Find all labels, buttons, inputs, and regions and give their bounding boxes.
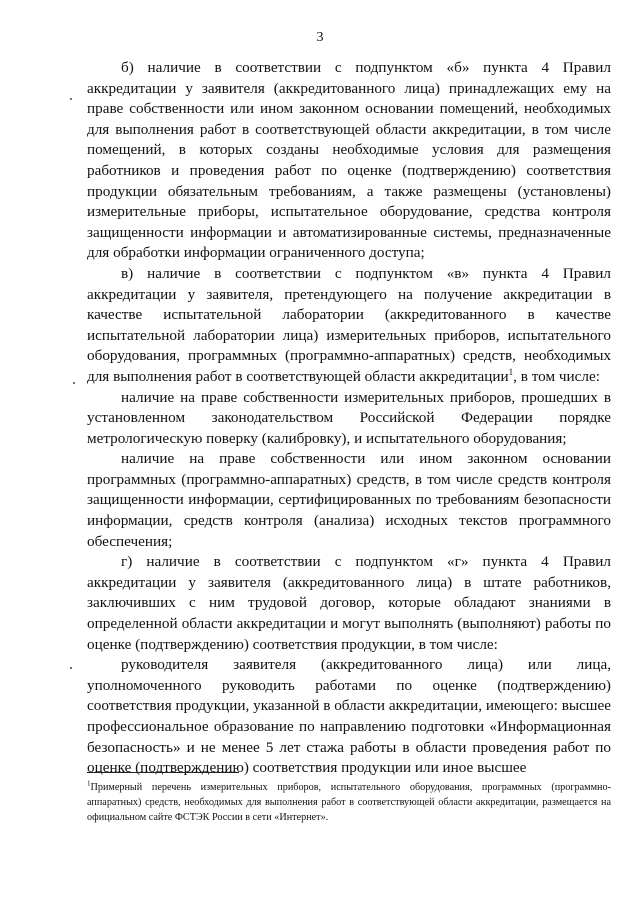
paragraph-software-tools: наличие на праве собственности или ином законном основании программных (программно-аппаратных) средств, в том числе средств контроля защищенности информации, сертифицированных по требованиям безопасности информации, средств контроля (анализа) исходных текстов программного обеспечения; (87, 450, 611, 550)
paragraph-measuring-instruments: наличие на праве собственности измерительных приборов, прошедших в установленном законодательством Российской Федерации порядке метрологическую поверку (калибровку), и испытательного оборудования; (87, 388, 611, 447)
footnote-text: Примерный перечень измерительных приборов, испытательного оборудования, программных (программно-аппаратных) средств, необходимых для выполнения работ в соответствующей области аккредитации, размещается на официальном сайте ФСТЭК России в сети «Интернет». (87, 782, 611, 823)
document-body (87, 58, 611, 779)
paragraph-v-text: в) наличие в соответствии с подпунктом «в» пункта 4 Правил аккредитации у заявителя, претендующего на получение аккредитации в качестве испытательной лаборатории (аккредитованного в качестве испытательной лаборатории лица) измерительных приборов, испытательного оборудования, программных (программно-аппаратных) средств, необходимых для выполнения работ в соответствующей области аккредитации (87, 264, 611, 385)
paragraph-head-of-applicant: руководителя заявителя (аккредитованного лица) или лица, уполномоченного руководить работами по оценке (подтверждению) соответствия продукции, указанной в области аккредитации, имеющего: высшее профессиональное образование по направлению подготовки «Информационная безопасность» и не менее 5 лет стажа работы в области проведения работ по оценке (подтверждению) соответствия продукции или иное высшее (87, 656, 611, 777)
footnote-reference[interactable]: 1 (508, 366, 514, 377)
scan-speck (73, 382, 75, 384)
paragraph-v (87, 264, 611, 388)
paragraph-b: б) наличие в соответствии с подпунктом «б» пункта 4 Правил аккредитации у заявителя (аккредитованного лица) принадлежащих ему на праве собственности или ином законном основании помещений, необходимых для выполнения работ в соответствующей области аккредитации, в том числе помещений, в которых созданы необходимые условия для размещения работников и проведения работ по оценке (подтверждению) соответствия продукции обязательным требованиям, а также размещены (установлены) измерительные приборы, испытательное оборудование, средства контроля защищенности информации и автоматизированные системы, предназначенные для обработки информации ограниченного доступа; (87, 59, 611, 262)
footnote (87, 780, 611, 825)
scan-speck (70, 667, 72, 669)
footnote-mark: 1 (87, 779, 91, 788)
page-number: 3 (316, 30, 324, 45)
paragraph-g: г) наличие в соответствии с подпунктом «г» пункта 4 Правил аккредитации у заявителя (аккредитованного лица) в штате работников, заключивших с ним трудовой договор, которые обладают знаниями в определенной области аккредитации и могут выполнять (выполняют) работы по оценке (подтверждению) соответствия продукции, в том числе: (87, 553, 611, 653)
paragraph-v-tail: , в том числе: (513, 367, 600, 385)
footnote-divider (87, 772, 239, 773)
scan-speck (70, 98, 72, 100)
